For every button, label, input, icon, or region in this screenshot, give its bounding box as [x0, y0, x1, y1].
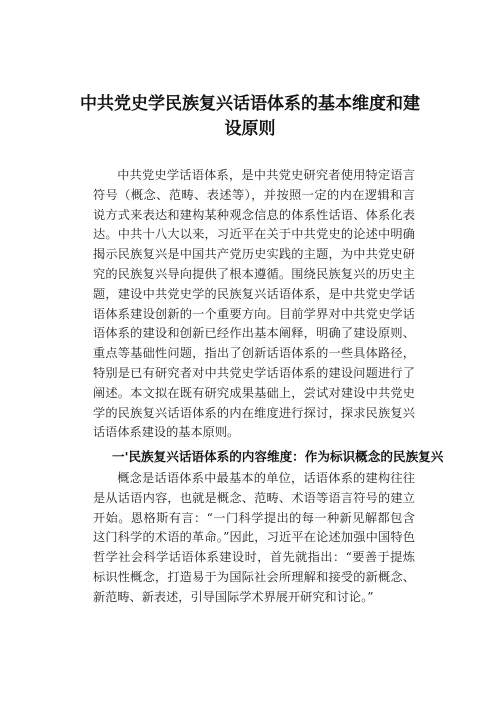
document-title: 中共党史学民族复兴话语体系的基本维度和建设原则	[80, 94, 420, 139]
body-paragraph-2	[93, 469, 415, 608]
paragraph-2-text: 概念是话语体系中最基本的单位，话语体系的建构往往是从话语内容，也就是概念、范畴、术语等语言符号的建立开始。恩格斯有言：“一门科学提出的每一种新见解都包含这门科学的术语的革命。”因此，习近平在论述加强中国特色哲学社会科学话语体系建设时，首先就指出：“要善于提炼标识性概念，打造易于为国际社会所理解和接受的新概念、新范畴、新表述，引导国际学术界展开研究和讨论。”	[93, 471, 415, 604]
body-paragraph-1	[93, 166, 415, 443]
paragraph-1-text: 中共党史学话语体系，是中共党史研究者使用特定语言符号（概念、范畴、表述等），并按照一定的内在逻辑和言说方式来表达和建构某种观念信息的体系性话语、体系化表达。中共十八大以来，习近平在关于中共党史的论述中明确揭示民族复兴是中国共产党历史实践的主题，为中共党史研究的民族复兴导向提供了根本遵循。围绕民族复兴的历史主题，建设中共党史学的民族复兴话语体系，是中共党史学话语体系建设创新的一个重要方向。目前学界对中共党史学话语体系的建设和创新已经作出基本阐释，明确了建设原则、重点等基础性问题，指出了创新话语体系的一些具体路径，特别是已有研究者对中共党史学话语体系的建设问题进行了阐述。本文拟在既有研究成果基础上，尝试对建设中共党史学的民族复兴话语体系的内在维度进行探讨，探求民族复兴话语体系建设的基本原则。	[93, 168, 415, 440]
section-heading: 一'民族复兴话语体系的内容维度：作为标识概念的民族复兴	[112, 449, 444, 464]
